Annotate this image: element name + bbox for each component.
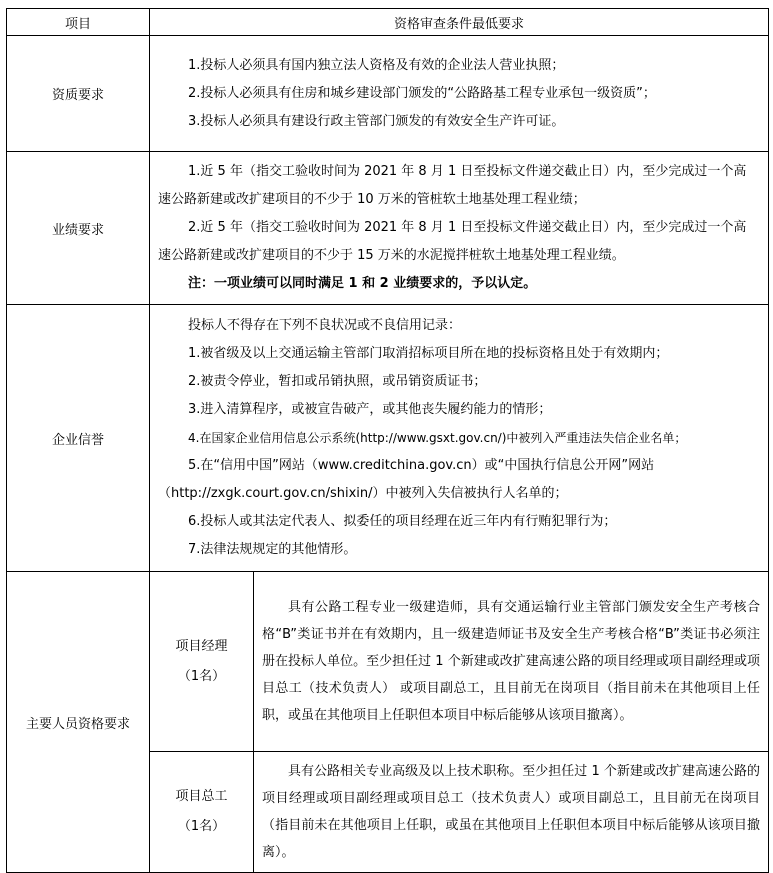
manager-requirements (254, 572, 769, 752)
credit-item: 6.投标人或其法定代表人、拟委任的项目经理在近三年内有行贿犯罪行为； (188, 514, 617, 529)
header-requirements: 资格审查条件最低要求 (150, 9, 769, 36)
credit-item: 2.被责令停业，暂扣或吊销执照，或吊销资质证书； (188, 374, 487, 389)
credit-item: 3.进入清算程序，或被宣告破产，或其他丧失履约能力的情形； (188, 402, 552, 417)
credit-row (7, 305, 769, 572)
chief-text: 具有公路相关专业高级及以上技术职称。至少担任过 1 个新建或改扩建高速公路的项目经理或项目副经理或项目总工（技术负责人）或项目副总工，且目前无在岗项目（指目前未在其他项目上任职，或虽在其他项目上任职但本项目中标后能够从该项目撤离）。 (262, 764, 761, 860)
qualification-content (150, 36, 769, 152)
qualification-item: 2.投标人必须具有住房和城乡建设部门颁发的“公路路基工程专业承包一级资质”； (188, 85, 656, 101)
credit-item: 7.法律法规规定的其他情形。 (188, 542, 357, 557)
performance-category: 业绩要求 (7, 152, 150, 305)
performance-line: 2.近 5 年（指交工验收时间为 2021 年 8 月 1 日至投标文件递交截止日）内，至少完成过一个高 (188, 220, 747, 235)
chief-title: 项目总工 (175, 789, 228, 804)
credit-intro: 投标人不得存在下列不良状况或不良信用记录： (188, 318, 462, 333)
manager-row (7, 572, 769, 752)
personnel-category: 主要人员资格要求 (7, 572, 150, 873)
manager-count: （1名） (177, 668, 226, 684)
header-row (7, 9, 769, 36)
chief-requirements (254, 752, 769, 873)
chief-count: （1名） (177, 819, 226, 834)
performance-line: 1.近 5 年（指交工验收时间为 2021 年 8 月 1 日至投标文件递交截止日）内，至少完成过一个高 (188, 164, 747, 179)
credit-item: 5.在“信用中国”网站（www.creditchina.gov.cn）或“中国执行信息公开网”网站 (188, 458, 655, 473)
performance-row (7, 152, 769, 305)
header-item: 项目 (7, 9, 150, 36)
credit-item: （http://zxgk.court.gov.cn/shixin/）中被列入失信被执行人名单的； (158, 486, 568, 501)
qualification-row (7, 36, 769, 152)
credit-item: 4.在国家企业信用信息公示系统(http://www.gsxt.gov.cn/)中被列入严重违法失信企业名单； (188, 431, 687, 445)
performance-note: 注：一项业绩可以同时满足 1 和 2 业绩要求的，予以认定。 (188, 276, 537, 291)
performance-line: 速公路新建或改扩建项目的不少于 15 万米的水泥搅拌桩软土地基处理工程业绩。 (158, 248, 625, 263)
performance-content (150, 152, 769, 305)
manager-role (150, 572, 254, 752)
qualification-category: 资质要求 (7, 36, 150, 152)
manager-text: 具有公路工程专业一级建造师，具有交通运输行业主管部门颁发安全生产考核合格“B”类证书并在有效期内，且一级建造师证书及安全生产考核合格“B”类证书必须注册在投标人单位。至少担任过 1 个新建或改扩建高速公路的项目经理或项目副经理或项目总工（技术负责人） 或项目副总工，且目前无在岗项目（指目前未在其他项目上任职，或虽在其他项目上任职但本项目中标后能够从该项目撤离）。 (262, 600, 761, 723)
qualification-item: 3.投标人必须具有建设行政主管部门颁发的有效安全生产许可证。 (188, 113, 565, 129)
credit-category: 企业信誉 (7, 305, 150, 572)
chief-role (150, 752, 254, 873)
qualification-item: 1.投标人必须具有国内独立法人资格及有效的企业法人营业执照； (188, 57, 565, 73)
performance-line: 速公路新建或改扩建项目的不少于 10 万米的管桩软土地基处理工程业绩； (158, 192, 586, 207)
manager-title: 项目经理 (175, 638, 228, 654)
credit-content (150, 305, 769, 572)
credit-item: 1.被省级及以上交通运输主管部门取消招标项目所在地的投标资格且处于有效期内； (188, 346, 669, 361)
requirements-table (6, 8, 769, 873)
